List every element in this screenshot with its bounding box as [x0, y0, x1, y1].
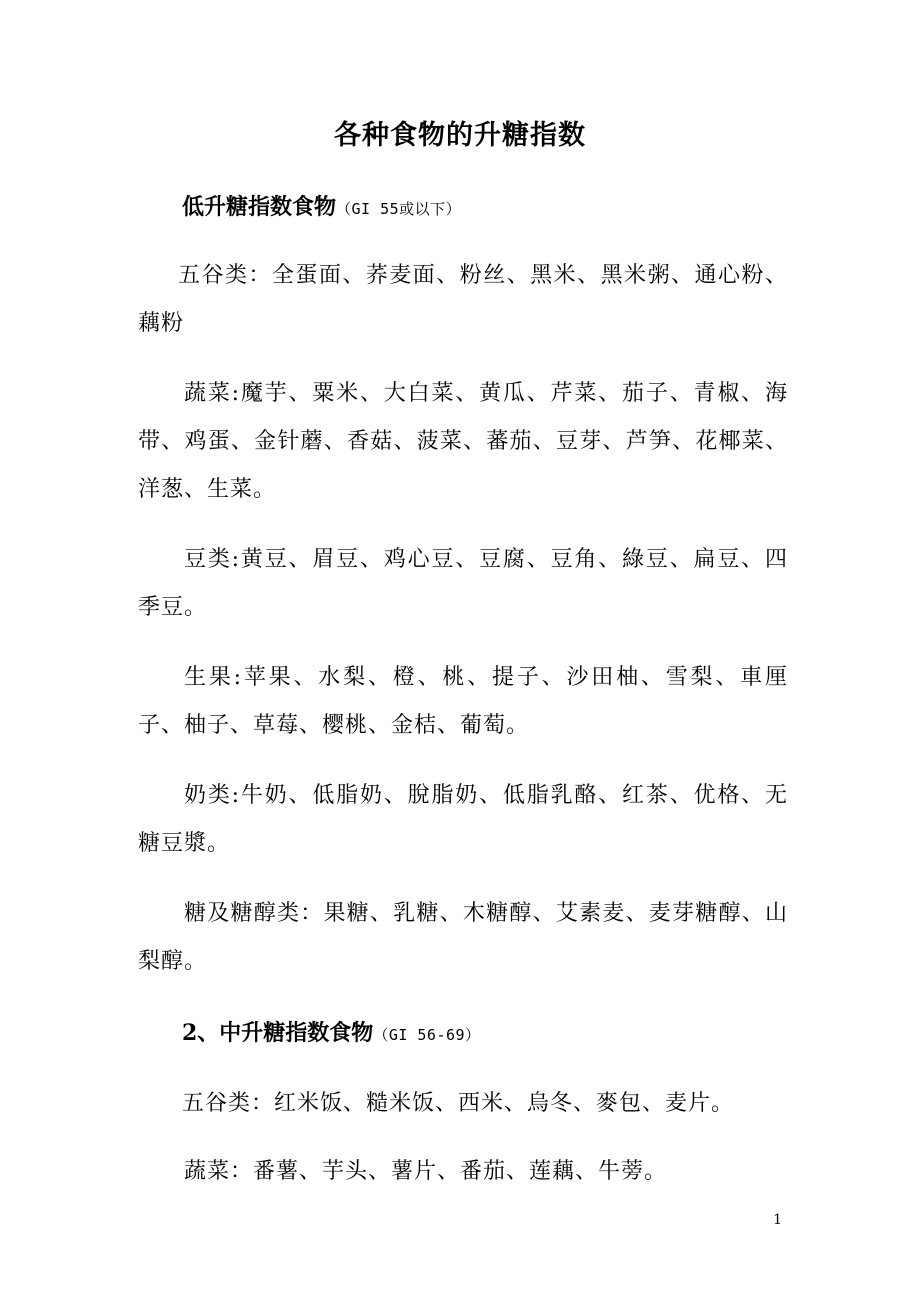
- document-title: 各种食物的升糖指数: [334, 120, 586, 151]
- food-list: 全蛋面、荞麦面、粉丝、黑米、黑米粥、通心粉、藕粉: [138, 263, 788, 336]
- category-label: 蔬菜：: [184, 1159, 254, 1184]
- category-label: 生果:: [184, 665, 243, 690]
- paragraph-sugars: [138, 890, 788, 986]
- food-list: 魔芋、粟米、大白菜、黄瓜、芹菜、茄子、青椒、海带、鸡蛋、金针蘑、香菇、菠菜、蕃茄、豆芽、芦笋、花椰菜、洋葱、生菜。: [138, 381, 788, 502]
- food-list: 牛奶、低脂奶、脫脂奶、低脂乳酪、红茶、优格、无糖豆漿。: [138, 783, 788, 856]
- gi-range-note: （GI 56-69）: [373, 1026, 481, 1044]
- page-number: 1: [773, 1212, 782, 1228]
- paragraph-fruits: [138, 654, 788, 750]
- category-label: 蔬菜:: [184, 381, 241, 406]
- food-list: 黄豆、眉豆、鸡心豆、豆腐、豆角、綠豆、扁豆、四季豆。: [138, 547, 788, 620]
- paragraph-beans: [138, 536, 788, 632]
- food-list: 番薯、芋头、薯片、番茄、莲藕、牛蒡。: [253, 1159, 668, 1184]
- category-label: 豆类:: [184, 547, 241, 572]
- heading-text: 低升糖指数食物: [182, 194, 337, 220]
- category-label: 糖及糖醇类：: [184, 901, 324, 926]
- food-list: 红米饭、糙米饭、西米、烏冬、麥包、麦片。: [274, 1091, 735, 1116]
- paragraph-dairy: [138, 772, 788, 868]
- category-label: 五谷类：: [178, 263, 272, 288]
- paragraph-grains: [138, 252, 788, 348]
- heading-text: 2、中升糖指数食物: [182, 1020, 374, 1046]
- paragraph-medium-vegetables: [138, 1148, 788, 1196]
- paragraph-vegetables: [138, 370, 788, 514]
- section-heading-medium-gi: [182, 1018, 481, 1050]
- food-list: 果糖、乳糖、木糖醇、艾素麦、麦芽糖醇、山梨醇。: [138, 901, 788, 974]
- section-heading-low-gi: [182, 192, 461, 224]
- paragraph-medium-grains: [138, 1080, 788, 1128]
- gi-range-note: （GI 55或以下）: [336, 200, 462, 218]
- category-label: 五谷类：: [182, 1091, 275, 1116]
- food-list: 苹果、水梨、橙、桃、提子、沙田柚、雪梨、車厘子、柚子、草莓、樱桃、金桔、葡萄。: [138, 665, 788, 738]
- category-label: 奶类:: [184, 783, 241, 808]
